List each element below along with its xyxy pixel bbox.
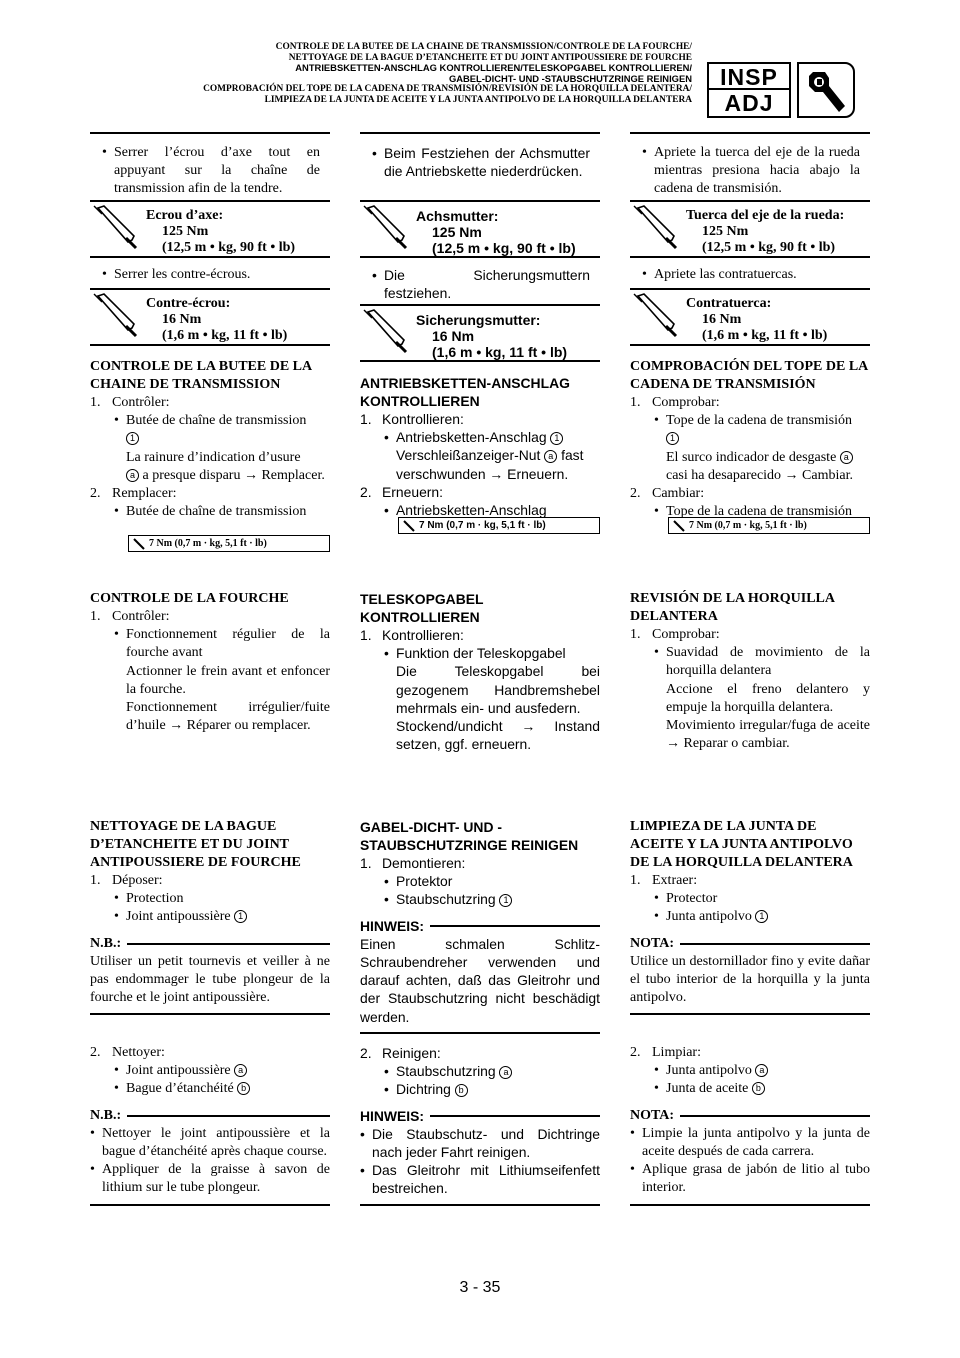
torque-wrench-icon [90, 290, 146, 342]
section-title: CONTROLE DE LA FOURCHE [90, 591, 289, 606]
callout-a: a [126, 469, 139, 482]
wrench-icon [797, 62, 855, 118]
section-title: CONTROLE DE LA BUTEE DE LA CHAINE DE TRANSMISSION [90, 359, 312, 392]
page-number: 3 - 35 [459, 1279, 501, 1296]
column-spanish: • Apriete la tuerca del eje de la rueda mientras presiona hacia abajo la cadena de transmisión. Tuerca del eje de la rueda: 125 Nm (12,5 m • kg, 90 ft • lb) • Apriete las contratuercas. Contratuerca: 16 Nm (1,6 m • kg, 11 ft • lb) COMPROBACIÓN DEL TOPE DE LA CADENA DE TRANSMISIÓN 1. Comprobar: • Tope de la cadena de transmisión 1 El surco indicador de desgaste a casi ha desaparecido → Cambiar. 2. Cambiar: • Tope de la cadena de transmisión 7 Nm (0,7 m · kg, 5,1 ft · lb) REVISIÓN DE LA HORQUILLA DELANTERA 1. Comprobar: • Suavidad de movimiento de la horquilla delantera Accione el freno delantero y empuje la horquilla delantera. Movimiento irregular/fuga de aceite → Reparar o cambiar. LIMPIEZA DE LA JUNTA DE ACEITE Y LA JUNTA ANTIPOLVO DE LA HORQUILLA DELANTERA 1. Extraer: • Protector • Junta antipolvo 1 NOTA: Utilice un destornillador fino y evite dañar el tubo interior de la horquilla y la junta antipolvo. 2. Limpiar: • Junta antipolvo a • Junta de aceite b NOTA: • Limpie la junta antipolvo y la junta de aceite después de cada carrera. • Aplique grasa de jabón de litio al tubo interior. [630, 132, 870, 1262]
column-french: • Serrer l’écrou d’axe tout en appuyant sur la chaîne de transmission afin de la tendre. Ecrou d’axe: 125 Nm (12,5 m • kg, 90 ft • lb) • Serrer les contre-écrous. Contre-écrou: 16 Nm (1,6 m • kg, 11 ft • lb) CONTROLE DE LA BUTEE DE LA CHAINE DE TRANSMISSION 1. Contrôler: • Butée de chaîne de transmission 1 La rainure d’indication d’usure a a presque disparu → Remplacer. 2. Remplacer: • Butée de chaîne de transmission 7 Nm (0,7 m · kg, 5,1 ft · lb) CONTROLE DE LA FOURCHE 1. Contrôler: • Fonctionnement régulier de la fourche avant Actionner le frein avant et enfoncer la fourche. Fonctionnement irrégulier/fuite d’huile → Réparer ou remplacer. NETTOYAGE DE LA BAGUE D’ETANCHEITE ET DU JOINT ANTIPOUSSIERE DE FOURCHE 1. Déposer: • Protection • Joint antipoussière 1 N.B.: Utiliser un petit tournevis et veiller à ne pas endommager le tube plongeur de la fourche et le joint antipoussière. 2. Nettoyer: • Joint antipoussière a • Bague d’étanchéité b N.B.: • Nettoyer le joint antipoussière et la bague d’étanchéité après chaque course. • Appliquer de la graisse à savon de lithium sur le tube plongeur. [90, 132, 330, 1262]
callout-1: 1 [550, 432, 563, 445]
torque-spec-small: 7 Nm (0,7 m · kg, 5,1 ft · lb) [668, 517, 870, 534]
bullet-text: Die Sicherungsmuttern festziehen. [384, 267, 590, 302]
header-line: CONTROLE DE LA BUTEE DE LA CHAINE DE TRANSMISSION/CONTROLE DE LA FOURCHE/ [275, 42, 692, 52]
badge-insp: INSP [709, 64, 789, 90]
section-chain-stopper: CONTROLE DE LA BUTEE DE LA CHAINE DE TRANSMISSION 1. Contrôler: • Butée de chaîne de transmission 1 La rainure d’indication d’usure a a presque disparu → Remplacer. 2. Remplacer: • Butée de chaîne de transmission [90, 358, 330, 521]
section-title: GABEL-DICHT- UND -STAUBSCHUTZRINGE REINIGEN [360, 819, 579, 853]
torque-spec: Ecrou d’axe: 125 Nm (12,5 m • kg, 90 ft • lb) [90, 202, 330, 254]
wrench-icon [133, 538, 145, 550]
insp-adj-badge [707, 62, 791, 118]
header-line: NETTOYAGE DE LA BAGUE D’ETANCHEITE ET DU JOINT ANTIPOUSSIERE DE FOURCHE [288, 52, 692, 63]
bullet-text: Beim Festziehen der Achsmutter die Antriebskette niederdrücken. [384, 145, 590, 180]
section-fork-check: CONTROLE DE LA FOURCHE 1. Contrôler: • Fonctionnement régulier de la fourche avant Actionner le frein avant et enfoncer la fourche. Fonctionnement irrégulier/fuite d’huile → Réparer ou remplacer. [90, 591, 330, 734]
torque-spec-small: 7 Nm (0,7 m · kg, 5,1 ft · lb) [398, 517, 600, 534]
callout-1: 1 [234, 910, 247, 923]
callout-b: b [455, 1084, 468, 1097]
section-title: TELESKOPGABEL KONTROLLIEREN [360, 591, 484, 625]
note-label: N.B.: [90, 935, 122, 951]
note-label: HINWEIS: [360, 917, 425, 934]
torque-spec: Contratuerca: 16 Nm (1,6 m • kg, 11 ft • lb) [630, 290, 870, 342]
callout-a: a [234, 1064, 247, 1077]
note-label: NOTA: [630, 935, 675, 951]
bullet-text: Apriete las contratuercas. [654, 267, 797, 282]
callout-1: 1 [126, 432, 139, 445]
torque-wrench-icon [360, 202, 416, 254]
note-label: N.B.: [90, 1107, 122, 1123]
section-title: ANTRIEBSKETTEN-ANSCHLAG KONTROLLIEREN [360, 375, 570, 409]
wrench-icon [673, 520, 685, 532]
note-text: Utilice un destornillador fino y evite dañar el tubo interior de la horquilla y la junta antipolvo. [630, 953, 870, 1006]
section-fork-check: REVISIÓN DE LA HORQUILLA DELANTERA 1. Comprobar: • Suavidad de movimiento de la horquilla delantera Accione el freno delantero y empuje la horquilla delantera. Movimiento irregular/fuga de aceite → Reparar o cambiar. [630, 591, 870, 752]
header-line: GABEL-DICHT- UND -STAUBSCHUTZRINGE REINIGEN [448, 72, 692, 84]
callout-1: 1 [499, 894, 512, 907]
torque-wrench-icon [360, 306, 416, 358]
header-line: COMPROBACIÓN DEL TOPE DE LA CADENA DE TRANSMISIÓN/REVISIÓN DE LA HORQUILLA DELANTERA/ [203, 84, 692, 95]
torque-spec: Contre-écrou: 16 Nm (1,6 m • kg, 11 ft • lb) [90, 290, 330, 342]
section-title: COMPROBACIÓN DEL TOPE DE LA CADENA DE TRANSMISIÓN [630, 359, 868, 392]
page-header [203, 42, 692, 106]
bullet-text: Apriete la tuerca del eje de la rueda mientras presiona hacia abajo la cadena de transmisión. [654, 145, 860, 197]
note-label: HINWEIS: [360, 1107, 425, 1124]
torque-spec: Sicherungsmutter: 16 Nm (1,6 m • kg, 11 ft • lb) [360, 306, 600, 358]
torque-spec: Tuerca del eje de la rueda: 125 Nm (12,5 m • kg, 90 ft • lb) [630, 202, 870, 254]
section-fork-check: TELESKOPGABEL KONTROLLIEREN 1. Kontrollieren: • Funktion der Teleskopgabel Die Teleskopgabel bei gezogenem Handbremshebel mehrmals ein- und ausfedern. Stockend/undicht → Instand setzen, ggf. erneuern. [360, 591, 600, 753]
section-seal-clean: LIMPIEZA DE LA JUNTA DE ACEITE Y LA JUNTA ANTIPOLVO DE LA HORQUILLA DELANTERA 1. Extraer: • Protector • Junta antipolvo 1 NOTA: Utilice un destornillador fino y evite dañar el tubo interior de la horquilla y la junta antipolvo. [630, 818, 870, 1015]
bullet-text: Serrer l’écrou d’axe tout en appuyant sur la chaîne de transmission afin de la tendre. [114, 145, 320, 197]
header-line: LIMPIEZA DE LA JUNTA DE ACEITE Y LA JUNTA ANTIPOLVO DE LA HORQUILLA DELANTERA [264, 94, 692, 105]
section-seal-clean: NETTOYAGE DE LA BAGUE D’ETANCHEITE ET DU JOINT ANTIPOUSSIERE DE FOURCHE 1. Déposer: • Protection • Joint antipoussière 1 N.B.: Utiliser un petit tournevis et veiller à ne pas endommager le tube plongeur de la fourche et le joint antipoussière. [90, 818, 330, 1015]
torque-spec-small: 7 Nm (0,7 m · kg, 5,1 ft · lb) [128, 535, 330, 552]
callout-b: b [237, 1082, 250, 1095]
section-chain-stopper: ANTRIEBSKETTEN-ANSCHLAG KONTROLLIEREN 1. Kontrollieren: • Antriebsketten-Anschlag 1 Verschleißanzeiger-Nut a fast verschwunden → Erneuern. 2. Erneuern: • Antriebsketten-Anschlag [360, 374, 600, 519]
callout-a: a [544, 450, 557, 463]
callout-1: 1 [666, 432, 679, 445]
callout-a: a [499, 1066, 512, 1079]
bullet-text: Serrer les contre-écrous. [114, 267, 251, 282]
section-seal-clean-2: 2. Nettoyer: • Joint antipoussière a • Bague d’étanchéité b N.B.: • Nettoyer le joint antipoussière et la bague d’étanchéité après chaque course. • Appliquer de la graisse à savon de lithium sur le tube plongeur. [90, 1044, 330, 1206]
section-seal-clean-2: 2. Limpiar: • Junta antipolvo a • Junta de aceite b NOTA: • Limpie la junta antipolvo y la junta de aceite después de cada carrera. • Aplique grasa de jabón de litio al tubo interior. [630, 1044, 870, 1206]
torque-wrench-icon [90, 202, 146, 254]
torque-spec: Achsmutter: 125 Nm (12,5 m • kg, 90 ft • lb) [360, 202, 600, 254]
torque-wrench-icon [630, 290, 686, 342]
callout-1: 1 [755, 910, 768, 923]
note-label: NOTA: [630, 1107, 675, 1123]
note-text: Utiliser un petit tournevis et veiller à ne pas endommager le tube plongeur de la fourche et le joint antipoussière. [90, 953, 330, 1006]
note-text: Einen schmalen Schlitz-Schraubendreher verwenden und darauf achten, daß das Gleitrohr und der Staubschutzring nicht beschädigt werden. [360, 935, 600, 1025]
section-chain-stopper: COMPROBACIÓN DEL TOPE DE LA CADENA DE TRANSMISIÓN 1. Comprobar: • Tope de la cadena de transmisión 1 El surco indicador de desgaste a casi ha desaparecido → Cambiar. 2. Cambiar: • Tope de la cadena de transmisión [630, 358, 870, 521]
callout-a: a [755, 1064, 768, 1077]
callout-b: b [752, 1082, 765, 1095]
torque-wrench-icon [630, 202, 686, 254]
column-german: • Beim Festziehen der Achsmutter die Antriebskette niederdrücken. Achsmutter: 125 Nm (12,5 m • kg, 90 ft • lb) • Die Sicherungsmuttern festziehen. Sicherungsmutter: 16 Nm (1,6 m • kg, 11 ft • lb) ANTRIEBSKETTEN-ANSCHLAG KONTROLLIEREN 1. Kontrollieren: • Antriebsketten-Anschlag 1 Verschleißanzeiger-Nut a fast verschwunden → Erneuern. 2. Erneuern: • Antriebsketten-Anschlag 7 Nm (0,7 m · kg, 5,1 ft · lb) TELESKOPGABEL KONTROLLIEREN 1. Kontrollieren: • Funktion der Teleskopgabel Die Teleskopgabel bei gezogenem Handbremshebel mehrmals ein- und ausfedern. Stockend/undicht → Instand setzen, ggf. erneuern. GABEL-DICHT- UND -STAUBSCHUTZRINGE REINIGEN 1. Demontieren: • Protektor • Staubschutzring 1 HINWEIS: Einen schmalen Schlitz-Schraubendreher verwenden und darauf achten, daß das Gleitrohr und der Staubschutzring nicht beschädigt werden. 2. Reinigen: • Staubschutzring a • Dichtring b HINWEIS: • Die Staubschutz- und Dichtringe nach jeder Fahrt reinigen. • Das Gleitrohr mit Lithiumseifenfett bestreichen. [360, 132, 600, 1262]
wrench-icon [403, 520, 415, 532]
section-title: NETTOYAGE DE LA BAGUE D’ETANCHEITE ET DU JOINT ANTIPOUSSIERE DE FOURCHE [90, 819, 301, 870]
section-title: LIMPIEZA DE LA JUNTA DE ACEITE Y LA JUNTA ANTIPOLVO DE LA HORQUILLA DELANTERA [630, 819, 853, 870]
section-seal-clean-2: 2. Reinigen: • Staubschutzring a • Dichtring b HINWEIS: • Die Staubschutz- und Dichtringe nach jeder Fahrt reinigen. • Das Gleitrohr mit Lithiumseifenfett bestreichen. [360, 1044, 600, 1206]
callout-a: a [840, 451, 853, 464]
section-title: REVISIÓN DE LA HORQUILLA DELANTERA [630, 591, 835, 624]
section-seal-clean: GABEL-DICHT- UND -STAUBSCHUTZRINGE REINIGEN 1. Demontieren: • Protektor • Staubschutzring 1 HINWEIS: Einen schmalen Schlitz-Schraubendreher verwenden und darauf achten, daß das Gleitrohr und der Staubschutzring nicht beschädigt werden. [360, 818, 600, 1034]
badge-adj: ADJ [724, 90, 774, 116]
header-line: ANTRIEBSKETTEN-ANSCHLAG KONTROLLIEREN/TELESKOPGABEL KONTROLLIEREN/ [295, 62, 692, 74]
